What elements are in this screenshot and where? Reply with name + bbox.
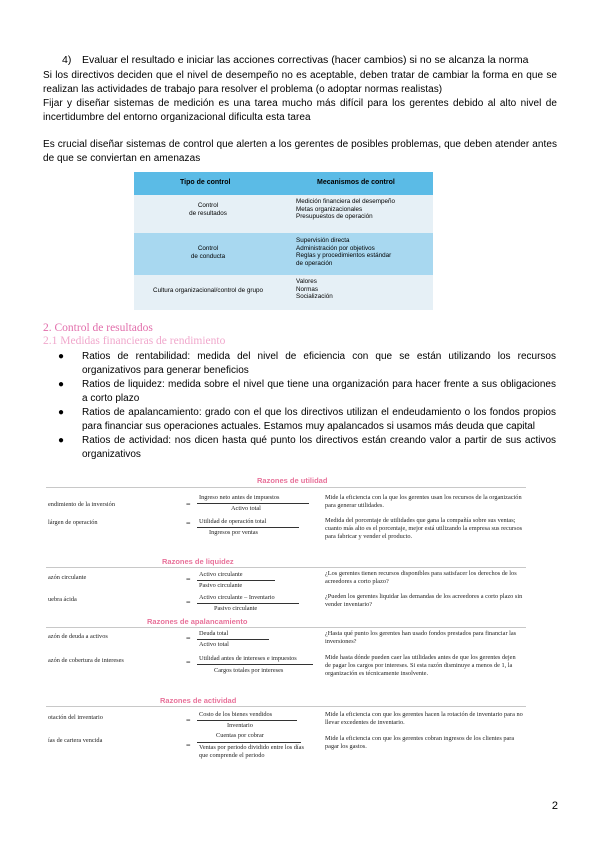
ratio-name: otación del inventario	[48, 714, 103, 721]
ratio-denominator: Cargos totales por intereses	[214, 667, 284, 674]
ratio-name: azón circulante	[48, 574, 87, 581]
ratio-name: azón de deuda a activos	[48, 633, 108, 640]
subsection-title: 2.1 Medidas financieras de rendimiento	[43, 335, 226, 347]
group-heading-utilidad: Razones de utilidad	[257, 476, 328, 485]
equals-sign: =	[186, 716, 191, 725]
equals-sign: =	[186, 658, 191, 667]
control-table-header	[134, 172, 433, 195]
ratio-description: Medida del porcentaje de utilidades que gana la compañía sobre sus ventas; cuanto más alto es el porcentaje, mejor está utilizando la empresa sus recursos para fabricar y vender el producto.	[325, 517, 523, 540]
ratio-description: Mide la eficiencia con que los gerentes cobran ingresos de los clientes para pagar los gastos.	[325, 735, 515, 750]
ratio-numerator: Utilidad antes de intereses e impuestos	[199, 655, 297, 662]
ratio-numerator: Activo circulante – Inventario	[199, 594, 275, 601]
ratio-name: ías de cartera vencida	[48, 737, 103, 744]
table-row: Control de resultados Medición financiera del desempeño Metas organizacionales Presupuestos de operación	[134, 195, 433, 233]
ratio-numerator: Activo circulante	[199, 571, 243, 578]
ratio-denominator: Pasivo circulante	[199, 582, 243, 589]
divider	[46, 706, 526, 707]
fraction-line	[197, 742, 301, 743]
fraction-line	[197, 527, 299, 528]
control-table	[134, 172, 433, 300]
ratio-numerator: Costo de los bienes vendidos	[199, 711, 273, 718]
divider	[46, 567, 526, 568]
paragraph-3: Es crucial diseñar sistemas de control que alerten a los gerentes de posibles problemas, que deben atender antes de que se conviertan en amenazas	[43, 139, 557, 164]
ratio-description: ¿Los gerentes tienen recursos disponibles para satisfacer los derechos de los acreedores a corto plazo?	[325, 570, 517, 585]
group-heading-liquidez: Razones de liquidez	[162, 557, 234, 566]
ratio-numerator: Utilidad de operación total	[199, 518, 267, 525]
header-mecanismos: Mecanismos de control	[317, 179, 395, 186]
ratio-denominator: Activo total	[231, 505, 261, 512]
divider	[46, 487, 526, 488]
equals-sign: =	[186, 575, 191, 584]
bullet-icon: ●	[58, 379, 65, 390]
fraction-line	[197, 503, 309, 504]
fraction-line	[197, 664, 313, 665]
ratio-denominator: Pasivo circulante	[214, 605, 258, 612]
ratio-denominator: Activo total	[199, 641, 229, 648]
fraction-line	[197, 603, 299, 604]
ratio-description: Mide hasta dónde pueden caer las utilidades antes de que los gerentes dejen de pagar los cargos por intereses. Si esta razón disminuye a menos de 1, la organización es técnicamente insolvente.	[325, 654, 516, 677]
paragraph-2: Fijar y diseñar sistemas de medición es una tarea mucho más difícil para los gerentes debido al alto nivel de incertidumbre del entorno organizacional dificulta esta tarea	[43, 98, 557, 123]
equals-sign: =	[186, 500, 191, 509]
list-item: ● Ratios de rentabilidad: medida del nivel de eficiencia con que se están utilizando los recursos organizativos para generar beneficios	[58, 351, 556, 376]
table-row: Cultura organizacional/control de grupo Valores Normas Socialización	[134, 275, 433, 310]
ratios-list	[48, 350, 556, 462]
step-number: 4)	[62, 54, 72, 66]
equals-sign: =	[186, 741, 191, 750]
ratio-description: Mide la eficiencia con que los gerentes hacen la rotación de inventario para no llevar excedentes de inventario.	[325, 711, 523, 726]
ratio-description: ¿Hasta qué punto los gerentes han usado fondos prestados para financiar las inversiones?	[325, 630, 517, 645]
ratio-name: azón de cobertura de intereses	[48, 657, 124, 664]
fraction-line	[197, 720, 297, 721]
bullet-icon: ●	[58, 351, 65, 362]
ratio-description: ¿Pueden los gerentes liquidar las demandas de los acreedores a corto plazo sin vender inventario?	[325, 593, 523, 608]
list-item: ● Ratios de actividad: nos dicen hasta qué punto los directivos están creando valor a partir de sus activos organizativos	[58, 435, 556, 460]
step-text: Evaluar el resultado e iniciar las acciones correctivas (hacer cambios) si no se alcanza la norma	[82, 54, 529, 66]
equals-sign: =	[186, 598, 191, 607]
ratio-name: uebra ácida	[48, 596, 77, 603]
paragraph-1: Si los directivos deciden que el nivel de desempeño no es aceptable, deben tratar de cambiar la forma en que se realizan las actividades de trabajo para resolver el problema (o adoptar normas realistas)	[43, 70, 557, 95]
fraction-line	[197, 639, 269, 640]
step-heading	[62, 54, 528, 66]
equals-sign: =	[186, 634, 191, 643]
header-tipo: Tipo de control	[180, 179, 231, 186]
ratio-denominator: Ingresos por ventas	[209, 529, 258, 536]
section-title: 2. Control de resultados	[43, 322, 153, 334]
ratio-denominator: Inventario	[227, 722, 253, 729]
ratio-name: endimiento de la inversión	[48, 501, 115, 508]
table-row: Control de conducta Supervisión directa Administración por objetivos Reglas y procedimientos estándar de operación	[134, 233, 433, 275]
bullet-icon: ●	[58, 435, 65, 446]
ratio-numerator: Ingreso neto antes de impuestos	[199, 494, 280, 501]
group-heading-apalancamiento: Razones de apalancamiento	[147, 617, 248, 626]
ratio-name: lárgen de operación	[48, 519, 98, 526]
equals-sign: =	[186, 519, 191, 528]
ratio-description: Mide la eficiencia con la que los gerentes usan los recursos de la organización para generar utilidades.	[325, 494, 522, 509]
list-item: ● Ratios de liquidez: medida sobre el nivel que tiene una organización para hacer frente a sus obligaciones a corto plazo	[58, 379, 556, 404]
ratio-denominator: Ventas por periodo dividido entre los días que comprende el periodo	[199, 744, 304, 759]
ratio-numerator: Cuentas por cobrar	[216, 732, 264, 739]
ratio-numerator: Deuda total	[199, 630, 229, 637]
bullet-icon: ●	[58, 407, 65, 418]
fraction-line	[197, 580, 275, 581]
divider	[46, 627, 526, 628]
group-heading-actividad: Razones de actividad	[160, 696, 237, 705]
page-number: 2	[551, 800, 558, 812]
list-item: ● Ratios de apalancamiento: grado con el que los directivos utilizan el endeudamiento o los fondos propios para financiar sus operaciones actuales. Estamos muy apalancados si usamos más deuda que capital	[58, 407, 556, 432]
